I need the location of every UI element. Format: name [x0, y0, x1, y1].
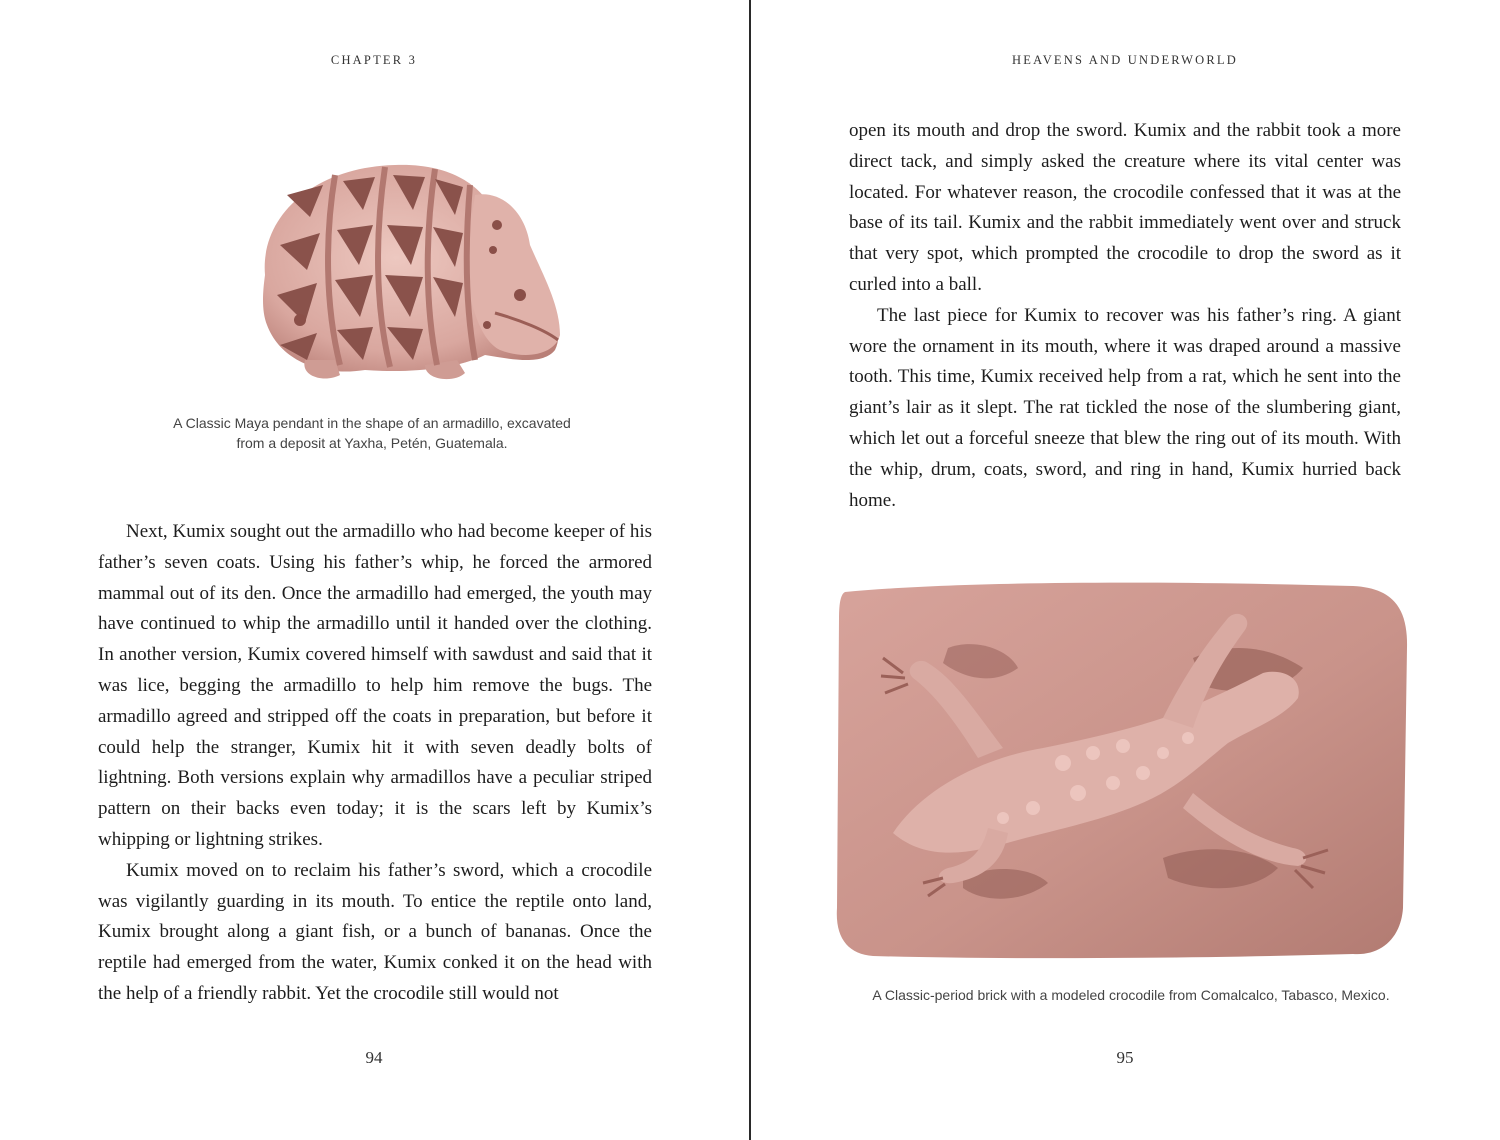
- crocodile-brick-icon: [833, 578, 1411, 960]
- left-page: [0, 0, 749, 1140]
- armadillo-pendant-image: [225, 155, 565, 385]
- paragraph: Kumix moved on to reclaim his father’s sword, which a crocodile was vigilantly guarding in its mouth. To entice the reptile onto land, Kumix brought along a giant fish, or a bunch of bananas. Once the reptile had emerged from the water, Kumix conked it on the head with the help of a friendly rabbit. Yet the crocodile still would not: [98, 859, 652, 1004]
- running-head-left: CHAPTER 3: [330, 53, 418, 67]
- right-page: [751, 0, 1500, 1140]
- left-body-text: [98, 517, 652, 1010]
- page-number-left: 94: [365, 1048, 383, 1067]
- paragraph: open its mouth and drop the sword. Kumix and the rabbit took a more direct tack, and simply asked the creature where its vital center was located. For whatever reason, the crocodile confessed that it was at the base of its tail. Kumix and the rabbit immediately went over and struck that very spot, which prompted the crocodile to drop the sword as it curled into a ball.: [849, 120, 1401, 295]
- caption-line: A Classic Maya pendant in the shape of an armadillo, excavated: [173, 415, 571, 431]
- crocodile-figure-caption: A Classic-period brick with a modeled crocodile from Comalcalco, Tabasco, Mexico.: [872, 987, 1390, 1003]
- paragraph: Next, Kumix sought out the armadillo who had become keeper of his father’s seven coats. Using his father’s whip, he forced the armored mammal out of its den. Once the armadillo had emerged, the youth may have continued to whip the armadillo until it handed over the clothing. In another version, Kumix covered himself with sawdust and said that it was lice, begging the armadillo to help him remove the bugs. The armadillo agreed and stripped off the coats in preparation, but before it could help the stranger, Kumix hit it with seven deadly bolts of lightning. Both versions explain why armadillos have a peculiar striped pattern on their backs even today; it is the scars left by Kumix’s whipping or lightning strikes.: [98, 521, 652, 850]
- page-number-right: 95: [1116, 1048, 1134, 1067]
- crocodile-brick-image: [833, 578, 1411, 960]
- paragraph: The last piece for Kumix to recover was his father’s ring. A giant wore the ornament in its mouth, where it was draped around a massive tooth. This time, Kumix received help from a rat, which he sent into the giant’s lair as it slept. The rat tickled the nose of the slumbering giant, which let out a forceful sneeze that blew the ring out of its mouth. With the whip, drum, coats, sword, and ring in hand, Kumix hurried back home.: [849, 304, 1401, 511]
- armadillo-figure-caption: [140, 413, 604, 453]
- running-head-right: HEAVENS AND UNDERWORLD: [1012, 53, 1238, 67]
- armadillo-pendant-icon: [225, 155, 565, 385]
- caption-line: from a deposit at Yaxha, Petén, Guatemala.: [236, 435, 508, 451]
- right-body-text: [849, 116, 1401, 516]
